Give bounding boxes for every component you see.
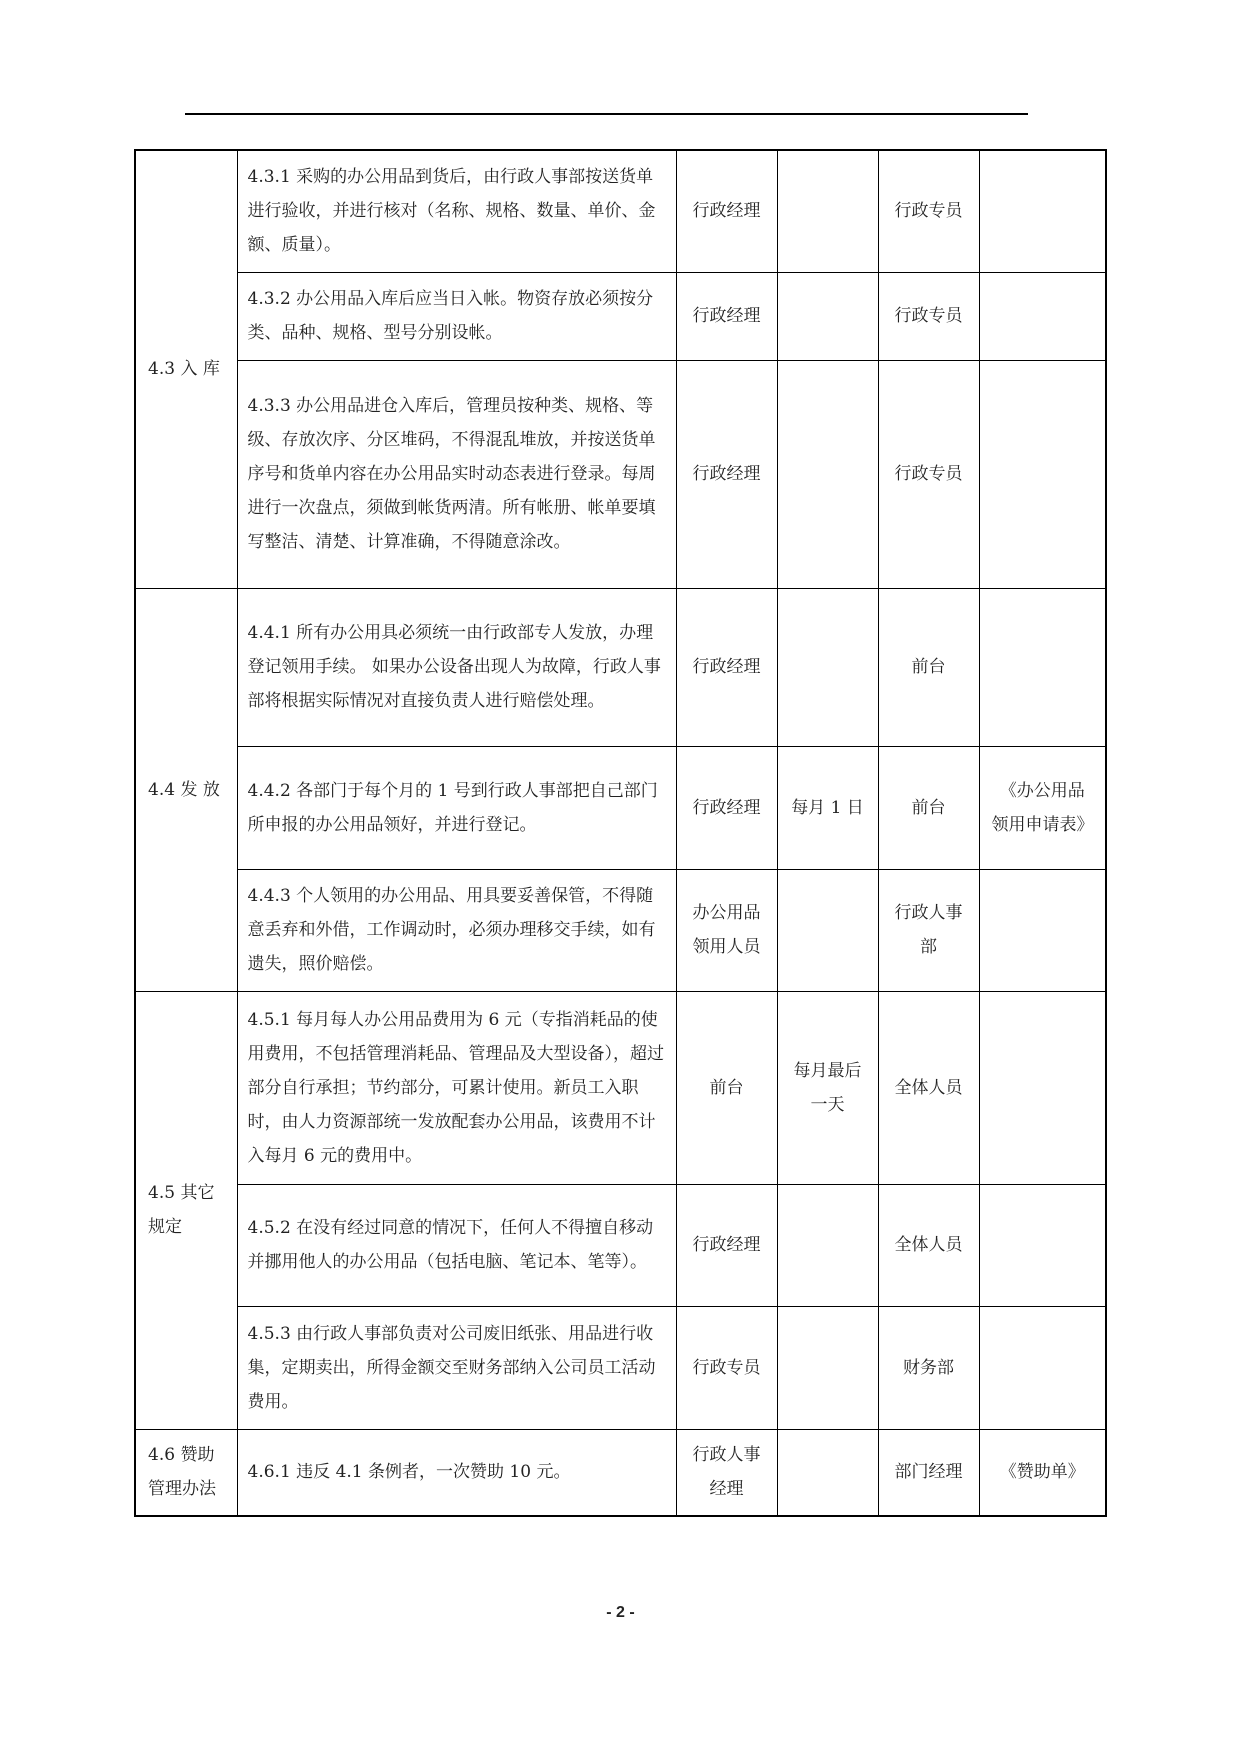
procedure-table xyxy=(134,149,1107,1517)
table-row xyxy=(135,272,1106,360)
table-row xyxy=(135,1429,1106,1516)
item-description: 4.4.2 各部门于每个月的 1 号到行政人事部把自己部门所申报的办公用品领好，并进行登记。 xyxy=(237,746,676,869)
approver-cell: 行政专员 xyxy=(676,1306,777,1429)
executor-cell: 行政专员 xyxy=(878,272,979,360)
approver-cell: 行政经理 xyxy=(676,1184,777,1306)
time-cell xyxy=(777,1184,878,1306)
executor-cell: 财务部 xyxy=(878,1306,979,1429)
approver-cell: 行政经理 xyxy=(676,360,777,588)
table-row xyxy=(135,588,1106,746)
executor-cell: 前台 xyxy=(878,588,979,746)
item-description: 4.4.3 个人领用的办公用品、用具要妥善保管，不得随意丢弃和外借，工作调动时，必须办理移交手续，如有遗失，照价赔偿。 xyxy=(237,869,676,991)
item-description: 4.6.1 违反 4.1 条例者，一次赞助 10 元。 xyxy=(237,1429,676,1516)
approver-cell: 行政经理 xyxy=(676,746,777,869)
form-cell xyxy=(979,588,1106,746)
form-cell xyxy=(979,991,1106,1184)
item-description: 4.3.2 办公用品入库后应当日入帐。物资存放必须按分类、品种、规格、型号分别设帐。 xyxy=(237,272,676,360)
form-cell xyxy=(979,869,1106,991)
time-cell: 每月最后一天 xyxy=(777,991,878,1184)
form-cell xyxy=(979,150,1106,272)
table-row xyxy=(135,360,1106,588)
item-description: 4.3.3 办公用品进仓入库后，管理员按种类、规格、等级、存放次序、分区堆码，不得混乱堆放，并按送货单序号和货单内容在办公用品实时动态表进行登录。每周进行一次盘点，须做到帐货两清。所有帐册、帐单要填写整洁、清楚、计算准确，不得随意涂改。 xyxy=(237,360,676,588)
table-row xyxy=(135,1306,1106,1429)
time-cell xyxy=(777,869,878,991)
section-label: 4.3 入 库 xyxy=(135,150,237,588)
table-row xyxy=(135,1184,1106,1306)
form-cell xyxy=(979,272,1106,360)
form-cell: 《办公用品领用申请表》 xyxy=(979,746,1106,869)
form-cell xyxy=(979,1184,1106,1306)
page-number: - 2 - xyxy=(606,1604,635,1621)
time-cell xyxy=(777,588,878,746)
approver-cell: 行政经理 xyxy=(676,150,777,272)
table-row xyxy=(135,869,1106,991)
executor-cell: 前台 xyxy=(878,746,979,869)
time-cell xyxy=(777,1429,878,1516)
approver-cell: 行政人事经理 xyxy=(676,1429,777,1516)
item-description: 4.5.1 每月每人办公用品费用为 6 元（专指消耗品的使用费用，不包括管理消耗品、管理品及大型设备），超过部分自行承担；节约部分，可累计使用。新员工入职时，由人力资源部统一发放配套办公用品，该费用不计入每月 6 元的费用中。 xyxy=(237,991,676,1184)
table-row xyxy=(135,150,1106,272)
table-row xyxy=(135,746,1106,869)
approver-cell: 前台 xyxy=(676,991,777,1184)
item-description: 4.5.2 在没有经过同意的情况下，任何人不得擅自移动并挪用他人的办公用品（包括电脑、笔记本、笔等）。 xyxy=(237,1184,676,1306)
form-cell: 《赞助单》 xyxy=(979,1429,1106,1516)
executor-cell: 部门经理 xyxy=(878,1429,979,1516)
time-cell xyxy=(777,150,878,272)
section-label: 4.5 其它规定 xyxy=(135,991,237,1429)
executor-cell: 全体人员 xyxy=(878,1184,979,1306)
time-cell xyxy=(777,272,878,360)
approver-cell: 办公用品领用人员 xyxy=(676,869,777,991)
section-label: 4.4 发 放 xyxy=(135,588,237,991)
executor-cell: 行政专员 xyxy=(878,150,979,272)
header-rule xyxy=(185,113,1028,115)
executor-cell: 行政专员 xyxy=(878,360,979,588)
form-cell xyxy=(979,360,1106,588)
table-row xyxy=(135,991,1106,1184)
item-description: 4.4.1 所有办公用具必须统一由行政部专人发放，办理登记领用手续。 如果办公设备出现人为故障，行政人事部将根据实际情况对直接负责人进行赔偿处理。 xyxy=(237,588,676,746)
time-cell xyxy=(777,360,878,588)
executor-cell: 行政人事部 xyxy=(878,869,979,991)
item-description: 4.5.3 由行政人事部负责对公司废旧纸张、用品进行收集，定期卖出，所得金额交至财务部纳入公司员工活动费用。 xyxy=(237,1306,676,1429)
item-description: 4.3.1 采购的办公用品到货后，由行政人事部按送货单进行验收，并进行核对（名称、规格、数量、单价、金额、质量）。 xyxy=(237,150,676,272)
section-label: 4.6 赞助管理办法 xyxy=(135,1429,237,1516)
executor-cell: 全体人员 xyxy=(878,991,979,1184)
approver-cell: 行政经理 xyxy=(676,588,777,746)
time-cell xyxy=(777,1306,878,1429)
form-cell xyxy=(979,1306,1106,1429)
time-cell: 每月 1 日 xyxy=(777,746,878,869)
approver-cell: 行政经理 xyxy=(676,272,777,360)
